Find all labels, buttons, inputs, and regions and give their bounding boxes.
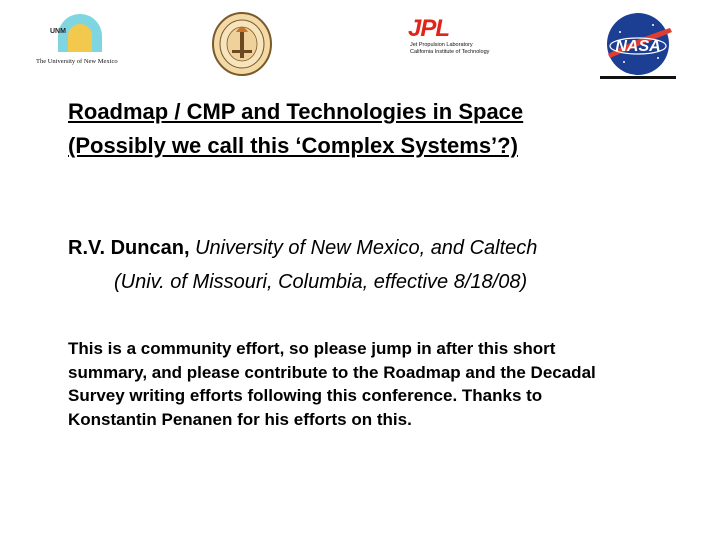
jpl-affiliation: California Institute of Technology <box>410 49 490 55</box>
title-line-1: Roadmap / CMP and Technologies in Space <box>68 99 524 124</box>
author-affiliation: University of New Mexico, and Caltech <box>189 237 538 259</box>
body-line: This is a community effort, so please jump in after this short <box>68 339 556 358</box>
caltech-seal <box>210 10 274 78</box>
nasa-logo <box>598 10 678 80</box>
author-future-affiliation: (Univ. of Missouri, Columbia, effective 8/18/08) <box>114 271 528 293</box>
title-line-2: (Possibly we call this ‘Complex Systems’?) <box>68 133 518 158</box>
unm-caption: The University of New Mexico <box>36 58 118 65</box>
jpl-logo <box>404 16 500 64</box>
author-block <box>68 231 537 299</box>
author-name: R.V. Duncan, <box>68 237 190 259</box>
body-paragraph <box>68 337 708 431</box>
unm-mark: UNM <box>50 28 66 35</box>
unm-logo <box>36 10 120 70</box>
jpl-name: Jet Propulsion Laboratory <box>410 42 473 48</box>
body-line: summary, and please contribute to the Roadmap and the Decadal <box>68 362 596 382</box>
body-line: Survey writing efforts following this conference. Thanks to <box>68 386 543 405</box>
slide-title <box>68 95 523 163</box>
body-line: Konstantin Penanen for his efforts on this. <box>68 409 412 429</box>
caltech-seal-icon <box>210 10 274 78</box>
jpl-wordmark: JPL <box>408 15 450 42</box>
nasa-meatball-icon <box>598 10 678 80</box>
nasa-wordmark: NASA <box>615 38 661 55</box>
